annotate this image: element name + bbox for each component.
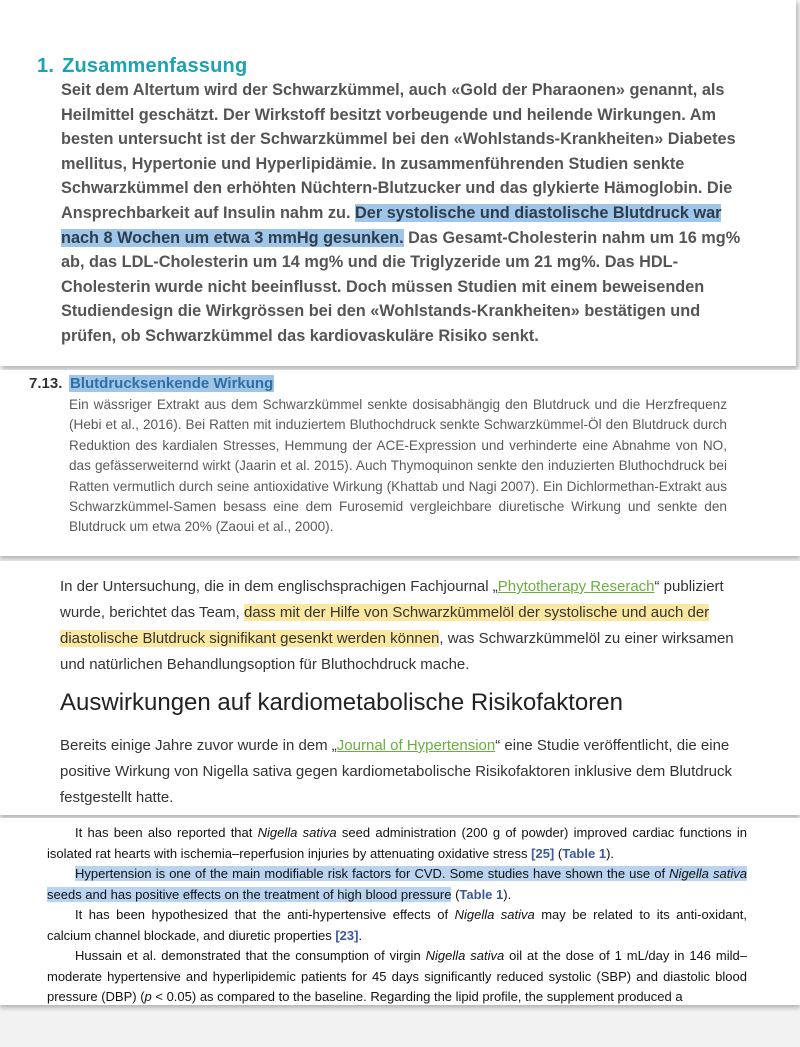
section-title: Blutdrucksenkende Wirkung [70, 375, 274, 392]
section-number: 1. [37, 55, 55, 77]
species-name: Nigella sativa [669, 866, 747, 881]
section-title: Zusammenfassung [62, 55, 248, 77]
table-link[interactable]: Table 1 [459, 886, 504, 902]
paper-paragraph [47, 864, 747, 905]
text-span: < 0.05) as compared to the baseline. Regarding the lipid profile, the supplement produced a [151, 989, 683, 1004]
text-span: “ publiziert wurde, berichtet das Team, [60, 578, 724, 621]
text-span: , was Schwarzkümmelöl zu einer wirksamen und natürlichen Behandlungsoption für Bluthochdruck mache. [60, 630, 734, 673]
news-heading: Auswirkungen auf kardiometabolische Risikofaktoren [60, 689, 623, 716]
table-link[interactable]: Table 1 [562, 845, 607, 861]
text-span: Bereits einige Jahre zuvor wurde in dem „ [60, 737, 337, 754]
news-panel [0, 561, 800, 815]
journal-link[interactable]: Phytotherapy Reserach [497, 578, 655, 595]
summary-text-part: Das Gesamt-Cholesterin nahm um 16 mg% ab, das LDL-Cholesterin um 14 mg% und die Triglyzeride um 21 mg%. Das HDL-Cholesterin wurde nicht beeinflusst. Doch müssen Studien mit einem beweisenden Studiendesign die Wirkgrössen bei den «Wohlstands-Krankheiten» bestätigen und prüfen, ob Schwarzkümmel das kardiovaskuläre Risiko senkt. [61, 228, 741, 345]
text-span: In der Untersuchung, die in dem englischsprachigen Fachjournal „ [60, 578, 498, 595]
text-span: “ eine Studie veröffentlicht, die eine positive Wirkung von Nigella sativa gegen kardiometabolische Risikofaktoren inklusive dem Blutdruck festgestellt hatte. [60, 737, 732, 806]
news-paragraph-2 [60, 733, 740, 811]
journal-link[interactable]: Journal of Hypertension [336, 737, 496, 754]
text-span: . [358, 927, 363, 943]
species-name: Nigella sativa [454, 907, 535, 922]
species-name: Nigella sativa [257, 825, 337, 840]
paper-paragraph [47, 823, 747, 864]
paper-text [47, 823, 747, 1005]
section-713-panel [0, 370, 800, 556]
section-713-text: Ein wässriger Extrakt aus dem Schwarzkümmel senkte dosisabhängig den Blutdruck und die Herzfrequenz (Hebi et al., 2016). Bei Ratten mit induziertem Bluthochdruck senkte Schwarzkümmel-Öl den Blutdruck durch Reduktion des kardialen Stresses, Hemmung der ACE-Expression und verhinderte eine Abnahme von NO, das gefässerweiternd wirkt (Jaarin et al. 2015). Auch Thymoquinon senkte den induzierten Bluthochdruck bei Ratten vermutlich durch seine antioxidative Wirkung (Khattab und Nagi 2007). Ein Dichlormethan-Extrakt aus Schwarzkümmel-Samen besass eine dem Furosemid vergleichbare diuretische Wirkung und senkte den Blutdruck um etwa 20% (Zaoui et al., 2000). [69, 397, 727, 535]
section-number: 7.13. [29, 375, 63, 392]
text-span: ( [554, 845, 563, 861]
text-span: seed administration (200 g of powder) improved cardiac functions in isolated rat hearts with ischemia–reperfusion injuries by attenuating oxidative stress [47, 825, 747, 861]
section-heading-1 [37, 55, 247, 78]
paper-paragraph [47, 946, 747, 1005]
text-span: oil at the dose of 1 mL/day in 146 mild–moderate hypertensive and hyperlipidemic patients for 45 days significantly reduced systolic (SBP) and diastolic blood pressure (DBP) ( [47, 948, 747, 1004]
text-span: It has been also reported that [75, 825, 258, 840]
highlighted-sentence [47, 866, 747, 902]
text-span: seeds and has positive effects on the treatment of high blood pressure [47, 886, 452, 902]
species-name: Nigella sativa [425, 948, 505, 963]
text-span: Hypertension is one of the main modifiable risk factors for CVD. Some studies have shown the use of [75, 866, 670, 881]
highlighted-phrase: dass mit der Hilfe von Schwarzkümmelöl der systolische und auch der diastolische Blutdruck signifikant gesenkt werden können [60, 604, 710, 647]
reference-link[interactable]: [23] [335, 927, 359, 943]
summary-panel [0, 0, 796, 366]
text-span: may be related to its anti-oxidant, calcium channel blockade, and diuretic properties [47, 907, 747, 943]
summary-text-part: Seit dem Altertum wird der Schwarzkümmel, auch «Gold der Pharaonen» genannt, als Heilmittel geschätzt. Der Wirkstoff besitzt vorbeugende und heilende Wirkungen. Am besten untersucht ist der Schwarzkümmel bei den «Wohlstands-Krankheiten» Diabetes mellitus, Hypertonie und Hyperlipidämie. In zusammenführenden Studien senkte Schwarzkümmel den erhöhten Nüchtern-Blutzucker und das glykierte Hämoglobin. Die Ansprechbarkeit auf Insulin nahm zu. [61, 81, 736, 222]
text-span: ). [503, 886, 512, 902]
section-heading-713 [29, 375, 274, 392]
paper-panel [0, 818, 800, 1005]
paper-paragraph [47, 905, 747, 946]
p-value-symbol: p [144, 989, 152, 1004]
text-span: ( [451, 886, 460, 902]
text-span: It has been hypothesized that the anti-hypertensive effects of [75, 907, 455, 922]
reference-link[interactable]: [25] [531, 845, 555, 861]
text-span: ). [606, 845, 615, 861]
highlighted-sentence: Der systolische und diastolische Blutdruck war nach 8 Wochen um etwa 3 mmHg gesunken. [61, 203, 722, 247]
news-paragraph-1 [60, 574, 740, 678]
summary-text [61, 78, 741, 349]
text-span: Hussain et al. demonstrated that the consumption of virgin [75, 948, 426, 963]
